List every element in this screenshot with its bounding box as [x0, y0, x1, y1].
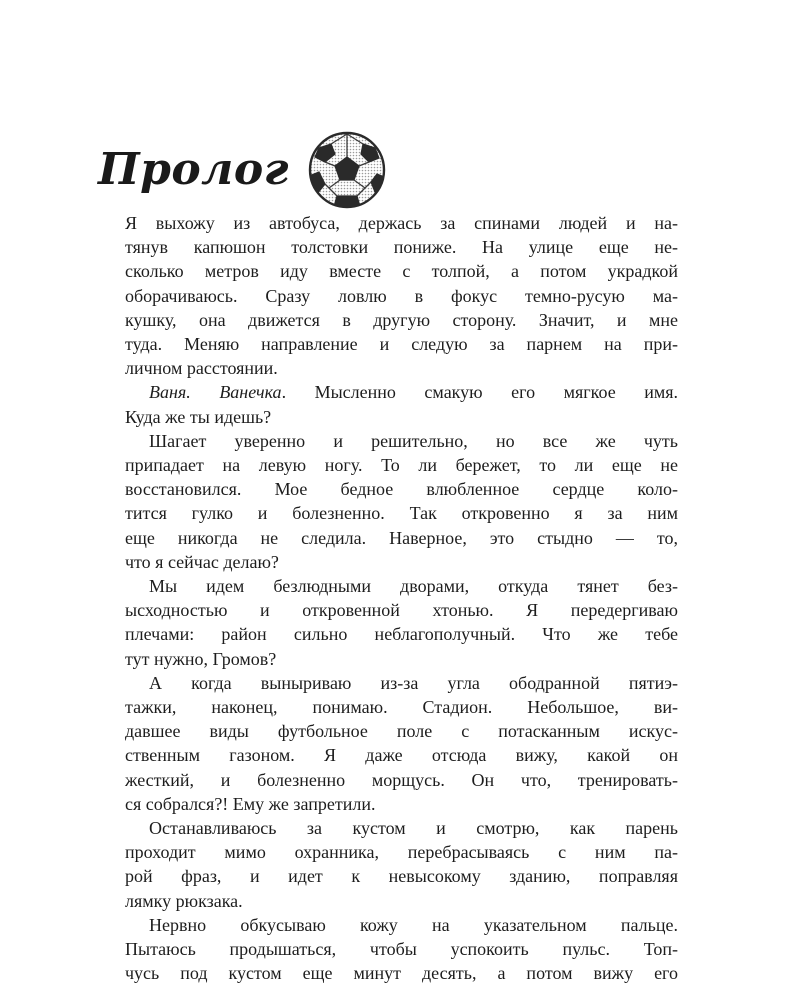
text-line: что я сейчас делаю?: [125, 551, 279, 572]
text-fragment: . Мысленно смакую его мягкое имя.: [281, 382, 679, 403]
paragraph: [125, 816, 678, 840]
paragraph: [125, 840, 678, 888]
paragraph-end: [125, 889, 678, 913]
paragraph: [125, 695, 678, 792]
paragraph: [125, 453, 678, 550]
text-line: личном расстоянии.: [125, 358, 278, 379]
soccer-ball-icon: [307, 130, 387, 210]
text-line: тут нужно, Громов?: [125, 648, 277, 669]
paragraph-end: [125, 792, 678, 816]
text-line: восстановился. Мое бедное влюбленное сердце коло-: [125, 479, 678, 500]
chapter-text: [125, 211, 678, 986]
text-line: Пытаюсь продышаться, чтобы успокоить пульс. Топ-: [125, 939, 678, 960]
text-line: [125, 380, 678, 404]
text-line: Я выхожу из автобуса, держась за спинами людей и на-: [125, 213, 678, 233]
text-line: плечами: район сильно неблагополучный. Что же тебе: [125, 624, 678, 645]
text-line: припадает на левую ногу. То ли бережет, то ли еще не: [125, 455, 678, 476]
paragraph-end: [125, 647, 678, 671]
text-line: сколько метров иду вместе с толпой, а потом украдкой: [125, 261, 678, 282]
paragraph: [125, 913, 678, 937]
chapter-header: [98, 130, 387, 210]
text-line: лямку рюкзака.: [125, 890, 243, 911]
text-line: Мы идем безлюдными дворами, откуда тянет без-: [149, 576, 678, 597]
text-line: Нервно обкусываю кожу на указательном пальце.: [149, 914, 678, 935]
chapter-title: Пролог: [98, 144, 289, 195]
paragraph-end: [125, 356, 678, 380]
text-line: чусь под кустом еще минут десять, а потом вижу его: [125, 963, 678, 984]
text-line: тажки, наконец, понимаю. Стадион. Небольшое, ви-: [125, 697, 678, 718]
text-line: проходит мимо охранника, перебрасываясь с ним па-: [125, 842, 678, 863]
paragraph: [125, 211, 678, 356]
text-line: ся собрался?! Ему же запретили.: [125, 793, 376, 814]
text-line: тится гулко и болезненно. Так откровенно я за ним: [125, 503, 678, 524]
text-line: ственным газоном. Я даже отсюда вижу, какой он: [125, 745, 678, 766]
paragraph: [125, 380, 678, 404]
text-line: рой фраз, и идет к невысокому зданию, поправляя: [125, 866, 678, 887]
paragraph: [125, 671, 678, 695]
text-line: тянув капюшон толстовки пониже. На улице еще не-: [125, 237, 678, 258]
text-line: ысходностью и откровенной хтонью. Я передергиваю: [125, 600, 678, 621]
text-line: туда. Меняю направление и следую за парнем на при-: [125, 334, 678, 355]
paragraph-end: [125, 405, 678, 429]
text-line: Останавливаюсь за кустом и смотрю, как парень: [149, 818, 678, 839]
paragraph: [125, 937, 678, 985]
text-line: еще никогда не следила. Наверное, это стыдно — то,: [125, 527, 678, 548]
text-line: жесткий, и болезненно морщусь. Он что, тренировать-: [125, 769, 678, 790]
paragraph: [125, 574, 678, 598]
italic-lead: Ваня. Ванечка: [149, 382, 282, 403]
text-line: Шагает уверенно и решительно, но все же чуть: [149, 430, 678, 451]
paragraph: [125, 598, 678, 646]
text-line: оборачиваюсь. Сразу ловлю в фокус темно-русую ма-: [125, 285, 678, 306]
text-line: А когда выныриваю из-за угла ободранной пятиэ-: [149, 672, 678, 693]
text-line: кушку, она движется в другую сторону. Значит, и мне: [125, 309, 678, 330]
paragraph-end: [125, 550, 678, 574]
text-line: давшее виды футбольное поле с потасканным искус-: [125, 721, 678, 742]
paragraph: [125, 429, 678, 453]
text-line: Куда же ты идешь?: [125, 406, 272, 427]
